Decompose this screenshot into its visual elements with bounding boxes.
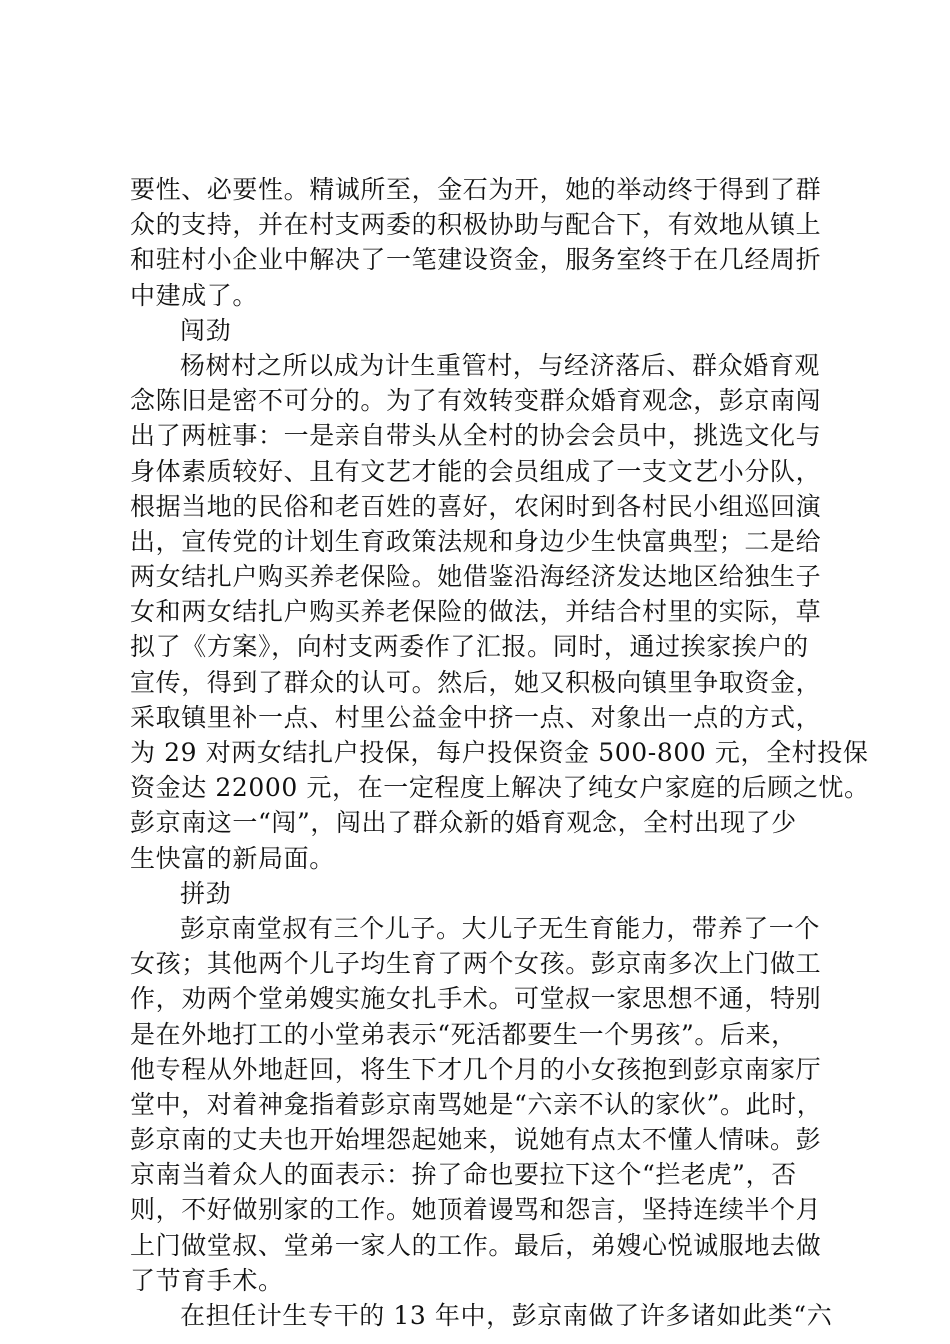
text-line: 女孩；其他两个儿子均生育了两个女孩。彭京南多次上门做工 (130, 949, 822, 979)
text-line: 资金达 22000 元，在一定程度上解决了纯女户家庭的后顾之忧。 (130, 773, 870, 803)
text-line: 出了两桩事：一是亲自带头从全村的协会会员中，挑选文化与 (130, 421, 822, 451)
text-line: 生快富的新局面。 (130, 843, 335, 873)
text-line: 是在外地打工的小堂弟表示“死活都要生一个男孩”。后来， (130, 1019, 797, 1049)
text-line: 众的支持，并在村支两委的积极协助与配合下，有效地从镇上 (130, 210, 822, 240)
paragraph-start: 彭京南堂叔有三个儿子。大儿子无生育能力，带养了一个 (180, 913, 821, 943)
text-line: 他专程从外地赶回，将生下才几个月的小女孩抱到彭京南家厅 (130, 1054, 822, 1084)
text-line: 拟了《方案》，向村支两委作了汇报。同时，通过挨家挨户的 (130, 632, 809, 662)
text-line: 京南当着众人的面表示：拚了命也要拉下这个“拦老虎”，否 (130, 1160, 797, 1190)
text-line: 彭京南的丈夫也开始埋怨起她来，说她有点太不懂人情味。彭 (130, 1125, 822, 1155)
text-line: 中建成了。 (130, 280, 259, 310)
text-line: 和驻村小企业中解决了一笔建设资金，服务室终于在几经周折 (130, 245, 822, 275)
text-line: 出，宣传党的计划生育政策法规和身边少生快富典型；二是给 (130, 526, 822, 556)
text-line: 采取镇里补一点、村里公益金中挤一点、对象出一点的方式， (130, 702, 822, 732)
text-line: 堂中，对着神龛指着彭京南骂她是“六亲不认的家伙”。此时， (130, 1089, 823, 1119)
section-heading-pinjin: 拼劲 (180, 878, 232, 908)
paragraph-start: 杨树村之所以成为计生重管村，与经济落后、群众婚育观 (180, 350, 821, 380)
text-line: 两女结扎户购买养老保险。她借鉴沿海经济发达地区给独生子 (130, 562, 822, 592)
text-line: 彭京南这一“闯”，闯出了群众新的婚育观念，全村出现了少 (130, 808, 797, 838)
section-heading-chuangjin: 闯劲 (180, 315, 232, 345)
text-line: 要性、必要性。精诚所至，金石为开，她的举动终于得到了群 (130, 175, 822, 204)
text-line: 身体素质较好、且有文艺才能的会员组成了一支文艺小分队， (130, 456, 822, 486)
paragraph-start: 在担任计生专干的 13 年中，彭京南做了许多诸如此类“六 (180, 1301, 833, 1330)
text-line: 念陈旧是密不可分的。为了有效转变群众婚育观念，彭京南闯 (130, 386, 822, 416)
text-line: 作，劝两个堂弟嫂实施女扎手术。可堂叔一家思想不通，特别 (130, 984, 822, 1014)
body-text (130, 172, 870, 1333)
text-line: 了节育手术。 (130, 1265, 284, 1295)
text-line: 则，不好做别家的工作。她顶着谩骂和怨言，坚持连续半个月 (130, 1195, 822, 1225)
text-line: 根据当地的民俗和老百姓的喜好，农闲时到各村民小组巡回演 (130, 491, 822, 521)
text-line: 为 29 对两女结扎户投保，每户投保资金 500-800 元，全村投保 (130, 738, 869, 767)
text-line: 上门做堂叔、堂弟一家人的工作。最后，弟嫂心悦诚服地去做 (130, 1230, 822, 1260)
text-line: 宣传，得到了群众的认可。然后，她又积极向镇里争取资金， (130, 667, 822, 697)
text-line: 女和两女结扎户购买养老保险的做法，并结合村里的实际，草 (130, 597, 822, 627)
